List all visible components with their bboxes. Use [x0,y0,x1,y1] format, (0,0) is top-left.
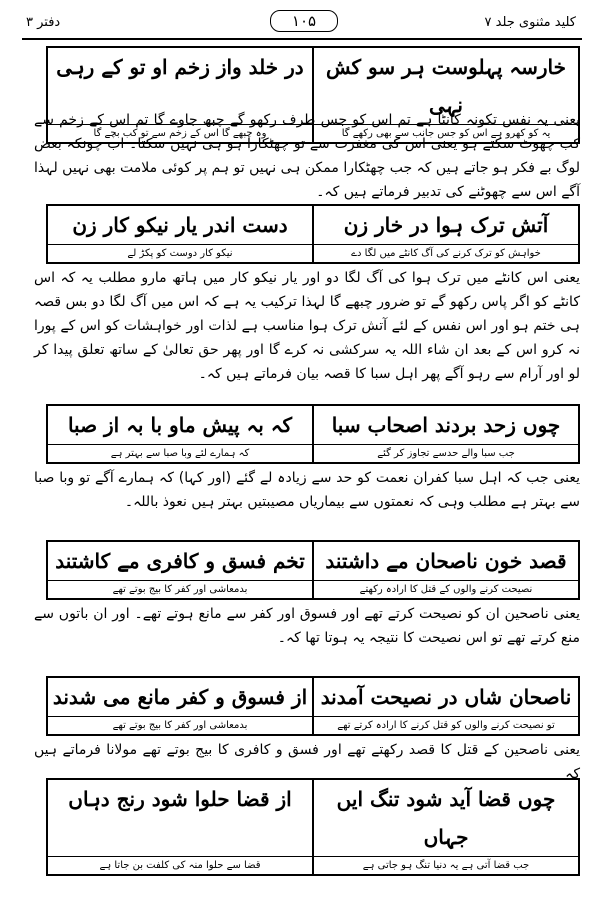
gloss-first: یہ کو کھرو ہے اس کو جس جانب سے بھی رکھے گا [341,128,551,139]
verse-first-hemistich: قصد خون ناصحان مے داشتند [325,549,567,573]
gloss-first: جب قضا آتی ہے یہ دنیا تنگ ہو جاتی ہے [362,860,530,871]
verse-second-hemistich: از فسوق و کفر مانع می شدند [48,678,314,716]
commentary-paragraph: یعنی جب کہ اہل سبا کفران نعمت کو حد سے زیادہ لے گئے (اور کہا) کہ ہمارے آگے تو وبا صبا سے بہتر ہے مطلب وہی کہ نعمتوں سے بیماریاں مصیبتیں بہتر ہیں نعوذ باللہ۔ [34,470,580,510]
verse-second-hemistich: تخم فسق و کافری مے کاشتند [48,542,314,580]
gloss-second: بدمعاشی اور کفر کا بیج بوتے تھے [48,581,314,598]
gloss-second: بدمعاشی اور کفر کا بیج بوتے تھے [48,717,314,734]
page-header [22,8,582,40]
commentary-paragraph: یعنی ناصحین ان کو نصیحت کرتے تھے اور فسوق اور کفر سے مانع ہوتے تھے۔ اور ان باتوں سے منع کرتے تھے تو اس نصیحت کا نتیجہ یہ ہوتا تھا کہ۔ [34,606,580,646]
header-book-title: کلید مثنوی جلد ۷ [484,15,576,30]
gloss-first: تو نصیحت کرنے والوں کو قتل کرنے کا ارادہ کرتے تھے [337,720,555,731]
gloss-first: جب سبا والے حدسے تجاوز کر گئے [377,448,515,459]
verse-second-hemistich: دست اندر یار نیکو کار زن [48,206,314,244]
verse-table [46,676,580,736]
verse-table [46,540,580,600]
verse-table [46,778,580,876]
book-page [22,8,582,892]
commentary-paragraph: یعنی ناصحین کے قتل کا قصد رکھتے تھے اور فسق و کافری کا بیج بوتے تھے مولانا فرماتے ہیں کہ [34,742,580,782]
commentary-paragraph: یعنی یہ نفس تکونہ کانٹا ہے تم اس کو جس طرف رکھو گے چبھ جاوے گا تم اس کے زخم سے کب چھوٹ سکتے ہو یعنی اس کی مغفرت سے تو چھٹکارا ہو ہی نہیں سکتا۔ اب چونکہ بعض لوگ بے فکر ہو جاتے ہیں کہ جب چھٹکارا ممکن ہی نہیں تو ہم پر کوئی ملامت بھی نہیں لہذا آگے اس سے چھوٹنے کی تدبیر فرماتے ہیں کہ۔ [34,112,580,200]
verse-table [46,404,580,464]
gloss-second: کہ ہمارے لئے وبا صبا سے بہتر ہے [48,445,314,462]
verse-second-hemistich: در خلد واز زخم او تو کے رہی [48,48,314,124]
gloss-first: نصیحت کرنے والوں کے قتل کا ارادہ رکھتے [359,584,533,595]
verse-first-hemistich: خارسہ پہلوست ہر سو کش نہی [326,55,566,117]
verse-second-hemistich: کہ بہ پیش ماو با بہ از صبا [48,406,314,444]
commentary-paragraph: یعنی اس کانٹے میں ترک ہوا کی آگ لگا دو اور یار نیکو کار میں ہاتھ مارو مطلب یہ کہ اس کانٹے کو اگر پاس رکھو گے تو ضرور چبھے گا لہذا ترکیب یہ ہے کہ اس میں آگ لگا دو بس قصہ ہی ختم ہو اور اس نفس کے لئے آتش ترک ہوا مناسب ہے لذات اور خواہشات کو اس کے پورا نہ کرو اس کے بعد ان شاء اللہ یہ سرکشی نہ کرے گا اور پھر حق تعالیٰ کے ساتھ تعلق پیدا کر لو اور آرام سے رہو آگے پھر اہل سبا کا قصہ بیان فرماتے ہیں کہ۔ [34,270,580,382]
verse-first-hemistich: ناصحان شاں در نصیحت آمدند [320,685,572,709]
verse-second-hemistich: از قضا حلوا شود رنج دہاں [48,780,314,856]
gloss-second: نیکو کار دوست کو پکڑ لے [48,245,314,262]
page-number-badge: ۱۰۵ [270,10,338,32]
gloss-second: قضا سے حلوا منہ کی کلفت بن جاتا ہے [48,857,314,874]
gloss-first: خواہش کو ترک کرنے کی آگ کانٹے میں لگا دے [351,248,541,259]
header-volume-label: دفتر ۳ [26,15,61,30]
verse-first-hemistich: چوں قضا آید شود تنگ ایں جہاں [336,787,556,849]
verse-first-hemistich: چوں زحد بردند اصحاب سبا [331,413,561,437]
verse-table [46,204,580,264]
gloss-second: وہ چبھے گا اس کے زخم سے تو کب بچے گا [48,125,314,142]
verse-first-hemistich: آتش ترک ہوا در خار زن [343,213,549,237]
